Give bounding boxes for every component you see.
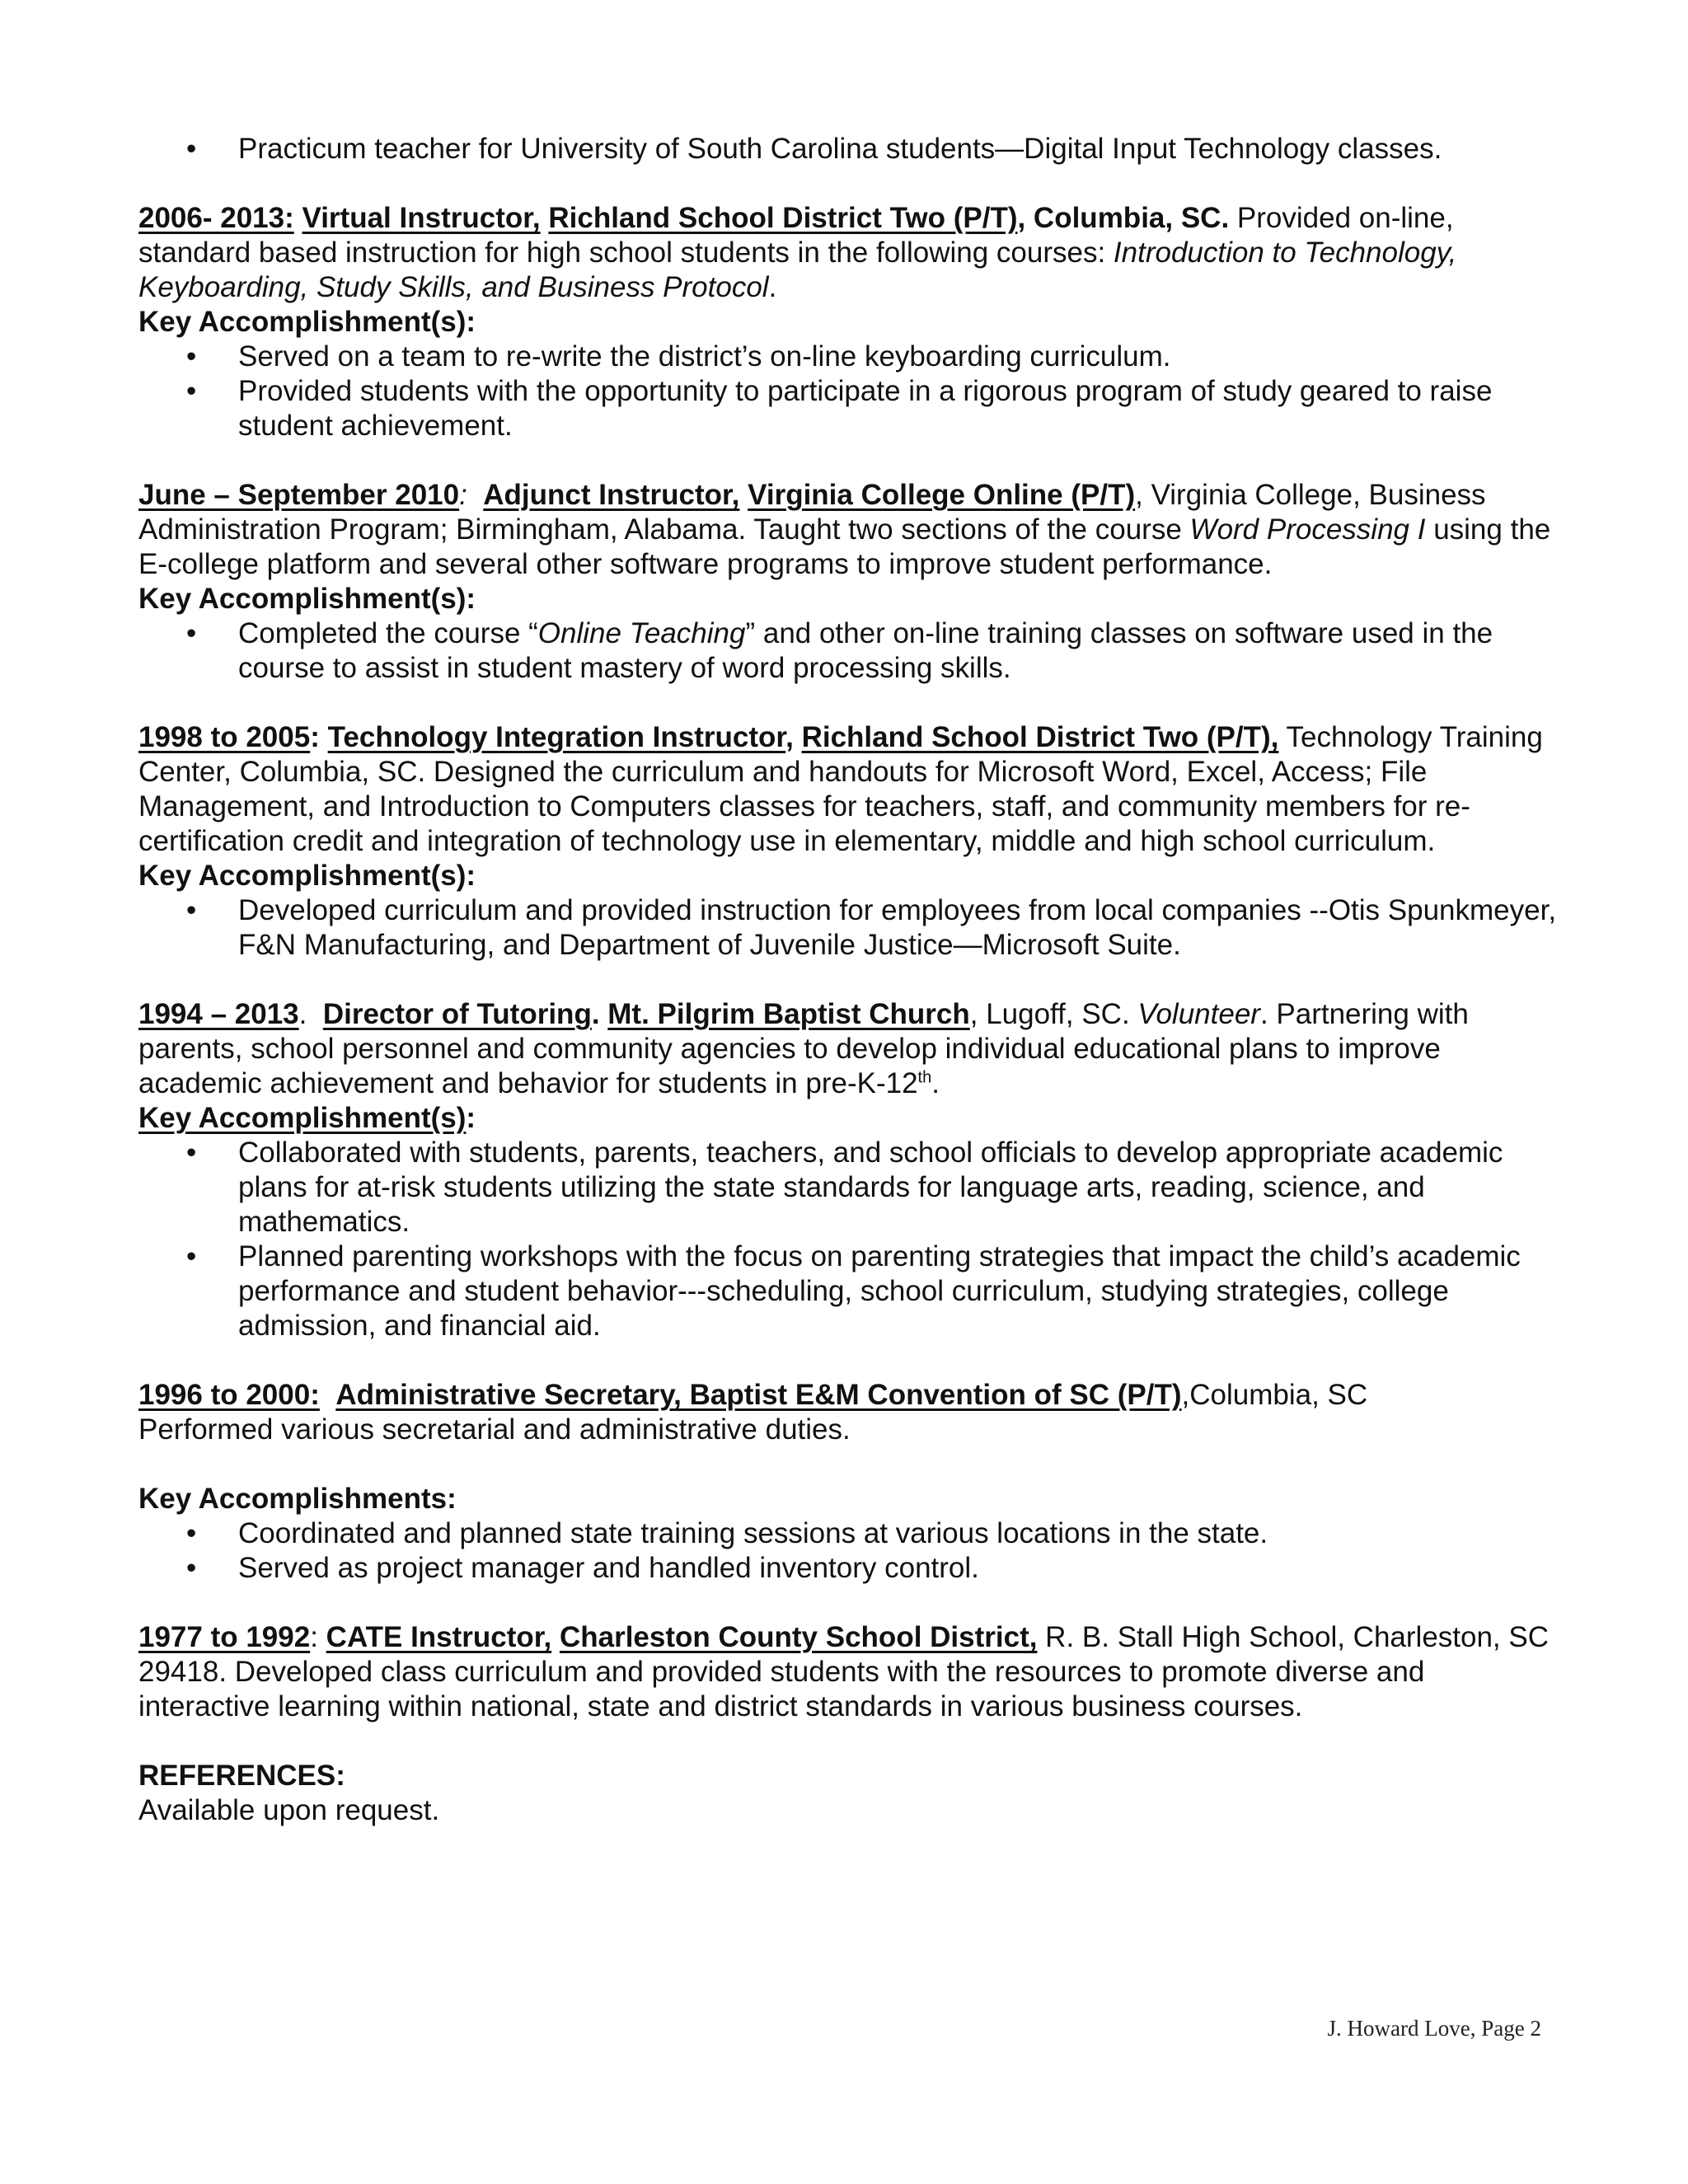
job-location: ,Columbia, SC [1181,1379,1368,1411]
job-description: Provided on-line, standard based instruction for high school students in the following courses: [138,202,1454,269]
job-description: . Partnering with parents, school personnel and community agencies to develop individual educational plans to improve academic achievement and behavior for students in pre-K-12 [138,998,1469,1099]
job-description: Technology Training Center, Columbia, SC. Designed the curriculum and handouts for Microsoft Word, Excel, Access; File Management, and Introduction to Computers classes for teachers, staff, and community members for re-certification credit and integration of technology use in elementary, middle and high school curriculum. [138,721,1543,857]
job-title: Director of Tutoring [322,998,592,1030]
job-entry-administrative-secretary [138,1378,1560,1413]
page-footer: J. Howard Love, Page 2 [1327,2016,1541,2041]
job-entry-technology-integration: 1998 to 2005: Technology Integration Instructor, Richland School District Two (P/T), Technology Training Center, Columbia, SC. Designed the curriculum and handouts for Microsoft Word, Excel, Access; File Management, and Introduction to Computers classes for teachers, staff, and community members for re-certification credit and integration of technology use in elementary, middle and high school curriculum. [138,721,1543,857]
top-bullet-list [138,132,1560,166]
job-location: , Lugoff, SC. [969,998,1138,1030]
course-name: Word Processing I [1189,513,1426,546]
accomplishment-list [138,1516,1560,1586]
job-title: CATE Instructor, [326,1621,552,1653]
job-entry-cate-instructor: 1977 to 1992: CATE Instructor, Charleston County School District, R. B. Stall High School, Charleston, SC 29418. Developed class curriculum and provided students with the resources to promote diverse and interactive learning within national, state and district standards in various business courses. [138,1621,1550,1722]
list-item: • Planned parenting workshops with the focus on parenting strategies that impact the child’s academic performance and student behavior---scheduling, school curriculum, studying strategies, college admission, and financial aid. [138,1240,1560,1343]
job-date: 1998 to 2005 [138,721,311,753]
job-description: , Virginia College, Business Administration Program; Birmingham, Alabama. Taught two sections of the course [138,479,1486,546]
job-org: Charleston County School District, [559,1621,1038,1653]
key-accomplishments-heading: Key Accomplishment(s): [138,306,476,338]
accomplishment-list [138,1136,1560,1343]
job-date: 1977 to 1992 [138,1621,311,1653]
list-item: • Collaborated with students, parents, teachers, and school officials to develop appropriate academic plans for at-risk students utilizing the state standards for language arts, reading, science, and mathematics. [138,1136,1560,1240]
list-item: • Developed curriculum and provided instruction for employees from local companies --Otis Spunkmeyer, F&N Manufacturing, and Department of Juvenile Justice—Microsoft Suite. [138,893,1560,963]
list-item: • Coordinated and planned state training sessions at various locations in the state. [138,1516,1560,1551]
job-date: 1996 to 2000: [138,1379,320,1411]
key-accomplishments-heading: Key Accomplishments: [138,1483,457,1515]
list-item: • Practicum teacher for University of South Carolina students—Digital Input Technology classes. [138,132,1560,166]
job-entry-virtual-instructor: 2006- 2013: Virtual Instructor, Richland School District Two (P/T), Columbia, SC. Provided on-line, standard based instruction for high school students in the following courses: Introduction to Technology, Keyboarding, Study Skills, and Business Protocol. [138,202,1457,303]
job-title: Technology Integration Instructor [327,721,786,753]
job-date: 1994 – 2013 [138,998,299,1030]
job-title: Virtual Instructor, [302,202,541,234]
list-item: • Completed the course “Online Teaching” and other on-line training classes on software used in the course to assist in student mastery of word processing skills. [138,616,1560,686]
job-date: 2006- 2013: [138,202,294,234]
key-accomplishments-heading: Key Accomplishment(s): [138,1102,476,1134]
key-accomplishments-heading: Key Accomplishment(s): [138,860,476,892]
job-date: June – September 2010 [138,479,460,511]
accomplishment-list [138,893,1560,963]
job-entry-adjunct-instructor: June – September 2010: Adjunct Instructor, Virginia College Online (P/T), Virginia College, Business Administration Program; Birmingham, Alabama. Taught two sections of the course Word Processing I using the E-college platform and several other software programs to improve student performance. [138,479,1551,580]
course-list: Introduction to Technology, Keyboarding, Study Skills, and Business Protocol [138,237,1457,303]
job-org: Richland School District Two (P/T), [801,721,1279,753]
list-item: • Served as project manager and handled inventory control. [138,1551,1560,1586]
job-title: Administrative Secretary, Baptist E&M Convention of SC (P/T) [335,1379,1182,1411]
job-role: Volunteer [1137,998,1260,1030]
list-item: • Provided students with the opportunity to participate in a rigorous program of study geared to raise student achievement. [138,374,1560,443]
accomplishment-list [138,616,1560,686]
job-org: Mt. Pilgrim Baptist Church [607,998,970,1030]
resume-page [138,132,1560,1828]
job-description: Performed various secretarial and administrative duties. [138,1413,851,1446]
job-description: R. B. Stall High School, Charleston, SC 29418. Developed class curriculum and provided students with the resources to promote diverse and interactive learning within national, state and district standards in various business courses. [138,1621,1550,1722]
key-accomplishments-heading: Key Accomplishment(s): [138,583,476,615]
accomplishment-list [138,340,1560,443]
job-entry-director-of-tutoring: 1994 – 2013. Director of Tutoring. Mt. Pilgrim Baptist Church, Lugoff, SC. Volunteer. Partnering with parents, school personnel and community agencies to develop individual educational plans to improve academic achievement and behavior for students in pre-K-12th. [138,998,1469,1099]
references-text: Available upon request. [138,1794,440,1826]
references-heading: REFERENCES: [138,1760,345,1792]
list-item: • Served on a team to re-write the district’s on-line keyboarding curriculum. [138,340,1560,374]
job-location: , Columbia, SC. [1017,202,1230,234]
job-org: Richland School District Two (P/T) [548,202,1018,234]
job-org: Virginia College Online (P/T) [748,479,1136,511]
job-title: Adjunct Instructor, [483,479,740,511]
